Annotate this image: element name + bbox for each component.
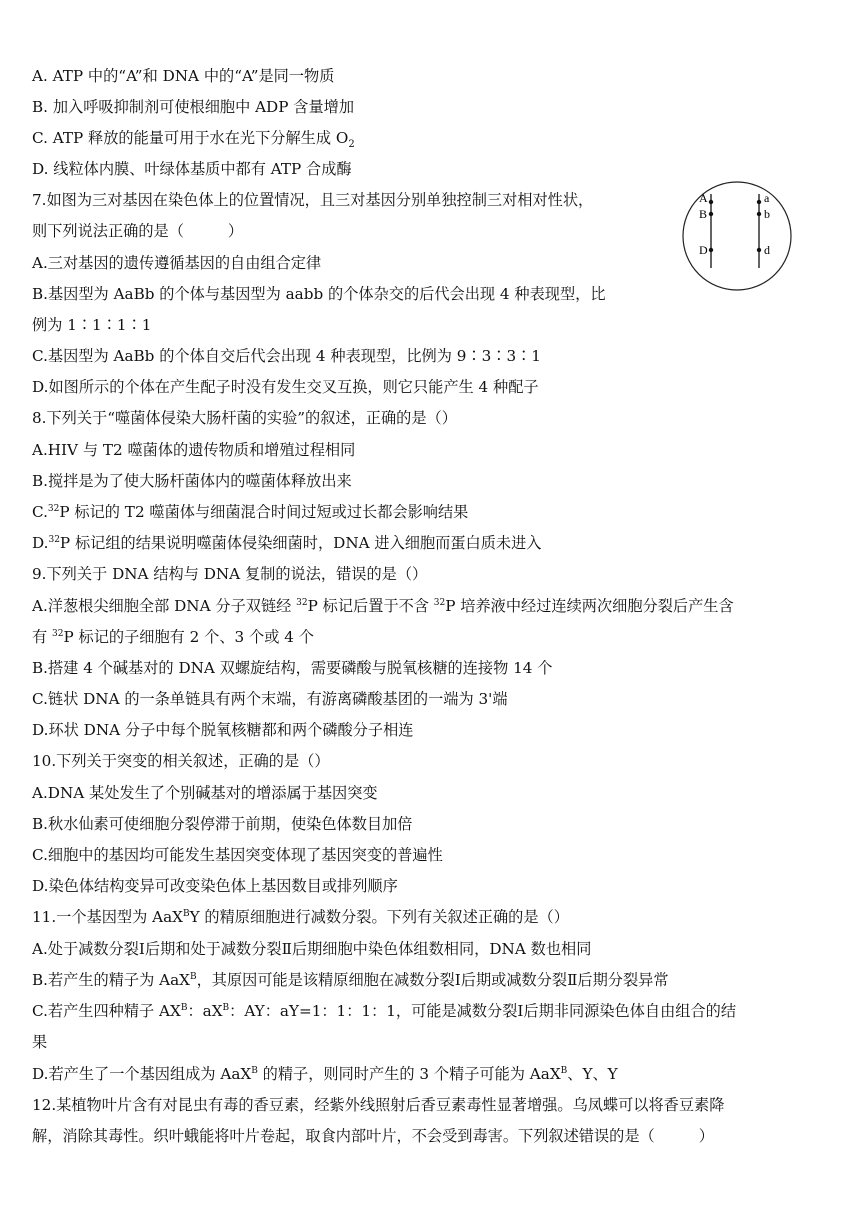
chromosome-gene-diagram [681, 180, 793, 292]
q7-option-b-line2: 例为 1∶1∶1∶1 [32, 316, 152, 334]
q10-option-d: D.染色体结构变异可改变染色体上基因数目或排列顺序 [32, 877, 398, 895]
gene-locus-A [709, 200, 713, 204]
q7-stem-line2: 则下列说法正确的是（ ） [32, 222, 244, 240]
q8-option-a: A.HIV 与 T2 噬菌体的遗传物质和增殖过程相同 [32, 441, 356, 459]
q8-stem: 8.下列关于“噬菌体侵染大肠杆菌的实验”的叙述，正确的是（） [32, 409, 457, 427]
gene-locus-a [757, 200, 761, 204]
q8-option-d: D.$^{32}$P 标记组的结果说明噬菌体侵染细菌时，DNA 进入细胞而蛋白质未进入 [32, 534, 542, 552]
q12-stem-line2: 解，消除其毒性。织叶蛾能将叶片卷起，取食内部叶片，不会受到毒害。下列叙述错误的是（ ） [32, 1127, 714, 1145]
q11-option-c-line1: C.若产生四种精子 $AX^B$：$aX^B$：AY：aY=1：1：1：1，可能是减数分裂Ⅰ后期非同源染色体自由组合的结 [32, 1002, 737, 1020]
q11-option-a: A.处于减数分裂Ⅰ后期和处于减数分裂Ⅱ后期细胞中染色体组数相同，DNA 数也相同 [32, 940, 592, 958]
q9-option-b: B.搭建 4 个碱基对的 DNA 双螺旋结构，需要磷酸与脱氧核糖的连接物 14 个 [32, 659, 553, 677]
gene-locus-d [757, 248, 761, 252]
q6-option-c: C. ATP 释放的能量可用于水在光下分解生成 $O_2$ [32, 129, 355, 151]
q7-option-c: C.基因型为 AaBb 的个体自交后代会出现 4 种表现型，比例为 9∶3∶3∶1 [32, 347, 541, 365]
label-d: d [764, 243, 770, 257]
q9-option-c: C.链状 DNA 的一条单链具有两个末端，有游离磷酸基团的一端为 3'端 [32, 690, 508, 708]
q12-stem-line1: 12.某植物叶片含有对昆虫有毒的香豆素，经紫外线照射后香豆素毒性显著增强。乌凤蝶可以将香豆素降 [32, 1096, 725, 1114]
q8-option-b: B.搅拌是为了使大肠杆菌体内的噬菌体释放出来 [32, 472, 352, 490]
q11-stem: 11.一个基因型为 AaX$^B$Y 的精原细胞进行减数分裂。下列有关叙述正确的是（） [32, 908, 569, 926]
label-b: b [764, 207, 770, 221]
q7-option-b-line1: B.基因型为 AaBb 的个体与基因型为 aabb 的个体杂交的后代会出现 4 种表现型，比 [32, 285, 606, 303]
q7-stem-line1: 7.如图为三对基因在染色体上的位置情况，且三对基因分别单独控制三对相对性状， [32, 191, 594, 209]
q7-option-a: A.三对基因的遗传遵循基因的自由组合定律 [32, 254, 322, 272]
label-D: D [699, 243, 708, 257]
q7-option-d: D.如图所示的个体在产生配子时没有发生交叉互换，则它只能产生 4 种配子 [32, 378, 539, 396]
q10-option-c: C.细胞中的基因均可能发生基因突变体现了基因突变的普遍性 [32, 846, 443, 864]
q11-option-c-line2: 果 [32, 1033, 48, 1051]
label-B: B [699, 207, 708, 221]
q10-stem: 10.下列关于突变的相关叙述，正确的是（） [32, 752, 330, 770]
q6-option-b: B. 加入呼吸抑制剂可使根细胞中 ADP 含量增加 [32, 98, 355, 116]
q10-option-a: A.DNA 某处发生了个别碱基对的增添属于基因突变 [32, 784, 378, 802]
label-A: A [699, 191, 708, 205]
gene-locus-D [709, 248, 713, 252]
q8-option-c: C.$^{32}$P 标记的 T2 噬菌体与细菌混合时间过短或过长都会影响结果 [32, 503, 469, 521]
q11-option-b: B.若产生的精子为 AaX$^B$，其原因可能是该精原细胞在减数分裂Ⅰ后期或减数分裂Ⅱ后期分裂异常 [32, 971, 669, 989]
q10-option-b: B.秋水仙素可使细胞分裂停滞于前期，使染色体数目加倍 [32, 815, 413, 833]
q6-option-a: A. ATP 中的“A”和 DNA 中的“A”是同一物质 [32, 67, 335, 85]
gene-locus-b [757, 212, 761, 216]
q9-option-d: D.环状 DNA 分子中每个脱氧核糖都和两个磷酸分子相连 [32, 721, 414, 739]
q9-option-a-line2: 有 $^{32}$P 标记的子细胞有 2 个、3 个或 4 个 [32, 628, 314, 646]
gene-locus-B [709, 212, 713, 216]
q9-stem: 9.下列关于 DNA 结构与 DNA 复制的说法，错误的是（） [32, 565, 428, 583]
q11-option-d: D.若产生了一个基因组成为 AaX$^B$ 的精子，则同时产生的 3 个精子可能为 AaX$^B$、Y、Y [32, 1065, 618, 1083]
q9-option-a-line1: A.洋葱根尖细胞全部 DNA 分子双链经 $^{32}$P 标记后置于不含 $^{32}$P 培养液中经过连续两次细胞分裂后产生含 [32, 597, 734, 615]
q6-option-d: D. 线粒体内膜、叶绿体基质中都有 ATP 合成酶 [32, 160, 352, 178]
label-a: a [764, 191, 770, 205]
